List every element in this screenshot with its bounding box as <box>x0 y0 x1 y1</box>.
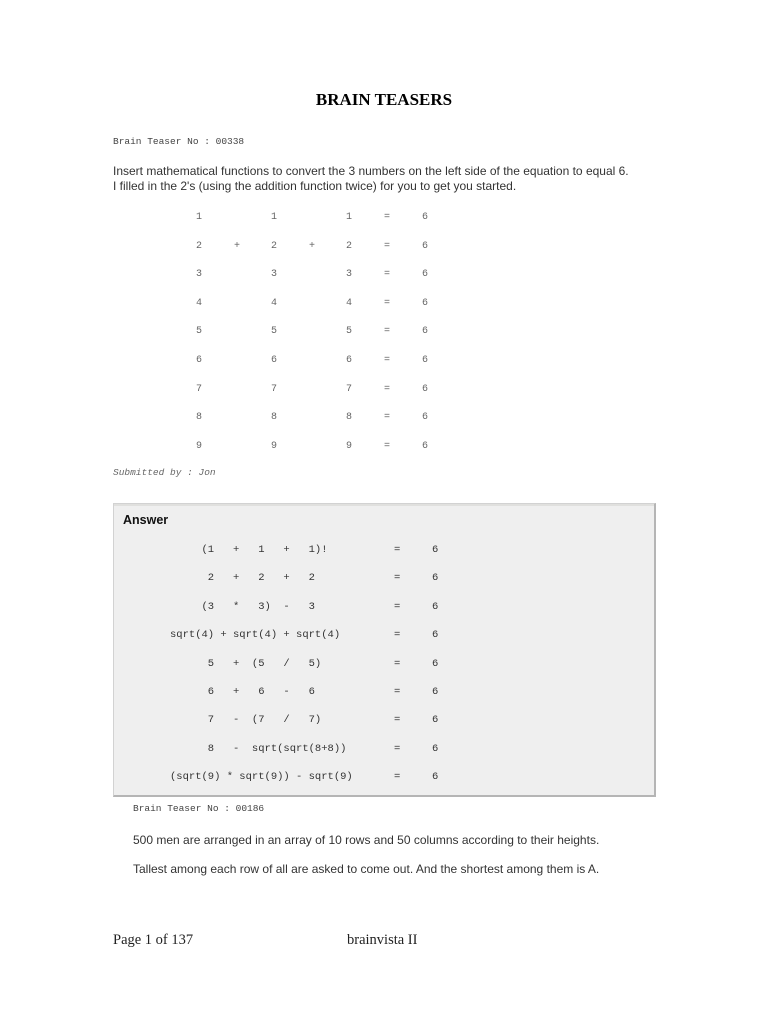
equation-cell: 6 <box>421 412 428 423</box>
teaser-question <box>113 164 673 193</box>
equation-cell: 5 <box>270 326 277 337</box>
answer-row <box>114 544 654 558</box>
equation-cell: 6 <box>421 298 428 309</box>
equation-cell: = <box>383 269 390 280</box>
equation-cell: 1 <box>270 212 277 223</box>
teaser2-line: Tallest among each row of all are asked to come out. And the shortest among them is A. <box>133 862 600 876</box>
answer-equals: = <box>394 544 401 556</box>
equation-cell: 9 <box>195 441 202 452</box>
equation-cell: 6 <box>421 241 428 252</box>
submitted-by: Submitted by : Jon <box>113 467 216 478</box>
equation-cell: 5 <box>195 326 202 337</box>
equation-cell: + <box>233 241 240 252</box>
answer-heading: Answer <box>123 513 169 527</box>
equation-row <box>0 326 768 340</box>
equation-cell: = <box>383 441 390 452</box>
equation-cell: 5 <box>345 326 352 337</box>
equation-cell: 6 <box>421 326 428 337</box>
answer-equals: = <box>394 714 401 726</box>
answer-expression: 5 + (5 / 5) <box>170 658 322 670</box>
equation-cell: 3 <box>195 269 202 280</box>
equation-cell: 3 <box>270 269 277 280</box>
equation-row <box>0 241 768 255</box>
equation-cell: = <box>383 355 390 366</box>
equation-cell: = <box>383 241 390 252</box>
equation-cell: 4 <box>270 298 277 309</box>
equation-row <box>0 269 768 283</box>
equation-cell: 1 <box>345 212 352 223</box>
equation-row <box>0 384 768 398</box>
equation-cell: = <box>383 412 390 423</box>
answer-row <box>114 743 654 757</box>
answer-row <box>114 572 654 586</box>
answer-equals: = <box>394 743 401 755</box>
answer-value: 6 <box>432 658 439 670</box>
answer-equals: = <box>394 629 401 641</box>
equation-cell: 8 <box>345 412 352 423</box>
equation-cell: 6 <box>195 355 202 366</box>
teaser2-line: 500 men are arranged in an array of 10 rows and 50 columns according to their heights. <box>133 833 600 847</box>
equation-cell: 7 <box>270 384 277 395</box>
equation-cell: = <box>383 326 390 337</box>
answer-equals: = <box>394 601 401 613</box>
equation-cell: 6 <box>421 384 428 395</box>
equation-cell: 9 <box>270 441 277 452</box>
answer-expression: 2 + 2 + 2 <box>170 572 315 584</box>
answer-equals: = <box>394 686 401 698</box>
equation-cell: 2 <box>345 241 352 252</box>
equation-cell: 4 <box>195 298 202 309</box>
equation-cell: = <box>383 384 390 395</box>
answer-value: 6 <box>432 686 439 698</box>
equation-cell: 3 <box>345 269 352 280</box>
equation-cell: + <box>308 241 315 252</box>
page-number: Page 1 of 137 <box>113 932 194 948</box>
equation-cell: 6 <box>345 355 352 366</box>
answer-value: 6 <box>432 743 439 755</box>
answer-equals: = <box>394 658 401 670</box>
page-title: BRAIN TEASERS <box>315 90 453 109</box>
answer-row <box>114 658 654 672</box>
equation-cell: = <box>383 212 390 223</box>
answer-row <box>114 771 654 785</box>
answer-expression: (sqrt(9) * sqrt(9)) - sqrt(9) <box>170 771 353 783</box>
answer-value: 6 <box>432 771 439 783</box>
answer-value: 6 <box>432 714 439 726</box>
equation-cell: 8 <box>270 412 277 423</box>
equation-cell: 6 <box>421 441 428 452</box>
answer-row <box>114 714 654 728</box>
answer-expression: 7 - (7 / 7) <box>170 714 322 726</box>
equation-cell: 6 <box>270 355 277 366</box>
equation-cell: 2 <box>270 241 277 252</box>
answer-expression: 8 - sqrt(sqrt(8+8)) <box>170 743 347 755</box>
equation-cell: 7 <box>345 384 352 395</box>
answer-equals: = <box>394 771 401 783</box>
answer-value: 6 <box>432 601 439 613</box>
equation-cell: 2 <box>195 241 202 252</box>
equation-cell: 4 <box>345 298 352 309</box>
equation-row <box>0 412 768 426</box>
answer-expression: (1 + 1 + 1)! <box>170 544 328 556</box>
question-line: I filled in the 2's (using the addition function twice) for you to get you started. <box>113 178 517 193</box>
question-line: Insert mathematical functions to convert the 3 numbers on the left side of the equation to equal 6. <box>113 164 629 178</box>
equation-row <box>0 441 768 455</box>
answer-value: 6 <box>432 572 439 584</box>
answer-row <box>114 601 654 615</box>
teaser-number-label-2: Brain Teaser No : 00186 <box>133 803 265 814</box>
equation-cell: = <box>383 298 390 309</box>
answer-row <box>114 629 654 643</box>
equation-row <box>0 212 768 226</box>
equation-row <box>0 355 768 369</box>
equation-cell: 9 <box>345 441 352 452</box>
answer-box <box>113 503 656 797</box>
equation-cell: 6 <box>421 269 428 280</box>
answer-expression: 6 + 6 - 6 <box>170 686 315 698</box>
answer-expression: (3 * 3) - 3 <box>170 601 315 613</box>
answer-row <box>114 686 654 700</box>
equation-cell: 7 <box>195 384 202 395</box>
answer-equals: = <box>394 572 401 584</box>
equation-cell: 8 <box>195 412 202 423</box>
equation-row <box>0 298 768 312</box>
answer-expression: sqrt(4) + sqrt(4) + sqrt(4) <box>170 629 341 641</box>
answer-value: 6 <box>432 544 439 556</box>
footer-source: brainvista II <box>347 932 418 948</box>
equation-cell: 6 <box>421 355 428 366</box>
answer-box-topline <box>114 504 654 506</box>
equation-cell: 6 <box>421 212 428 223</box>
answer-value: 6 <box>432 629 439 641</box>
teaser-number-label: Brain Teaser No : 00338 <box>113 136 245 147</box>
equation-cell: 1 <box>195 212 202 223</box>
